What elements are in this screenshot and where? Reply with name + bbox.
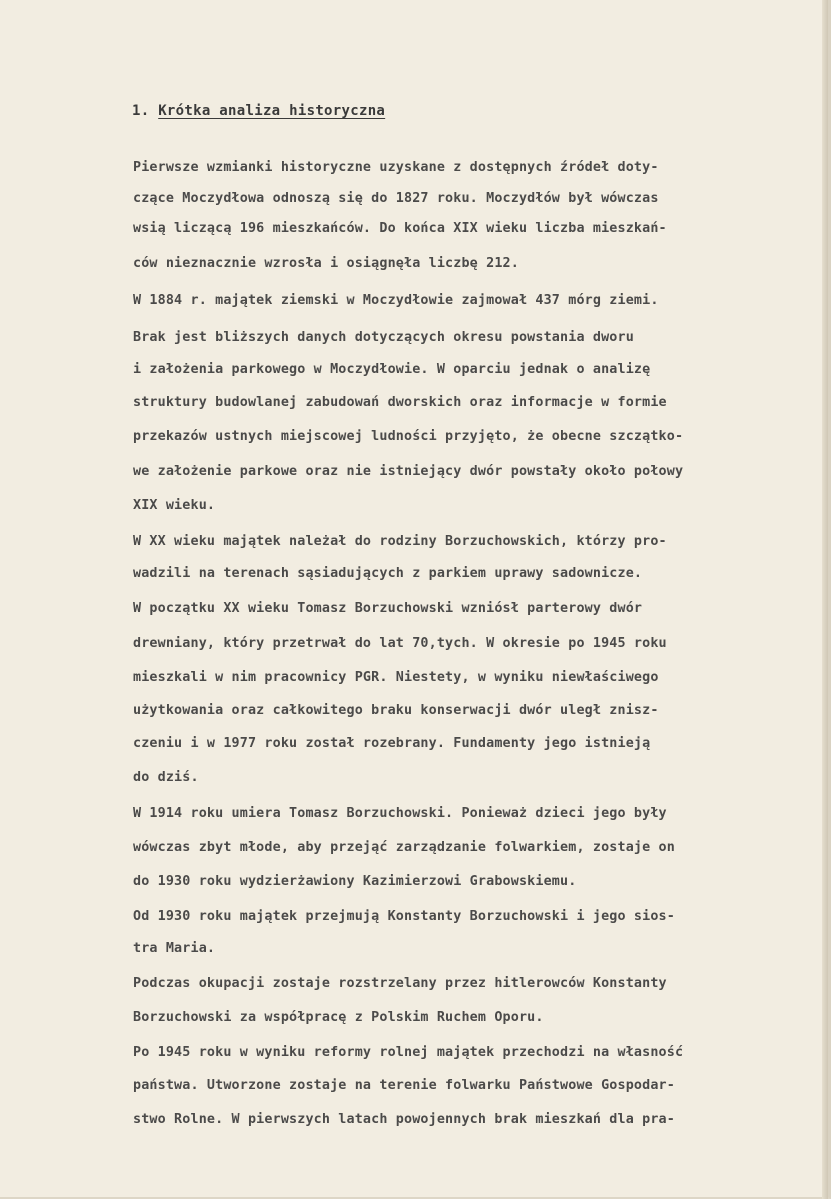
- text-line: do 1930 roku wydzierżawiony Kazimierzowi Grabowskiemu.: [133, 874, 577, 889]
- text-line: użytkowania oraz całkowitego braku konserwacji dwór uległ znisz-: [133, 703, 659, 718]
- text-line: ców nieznacznie wzrosła i osiągnęła liczbę 212.: [133, 256, 519, 271]
- text-line: czące Moczydłowa odnoszą się do 1827 roku. Moczydłów był wówczas: [133, 191, 659, 206]
- text-line: struktury budowlanej zabudowań dworskich oraz informacje w formie: [133, 395, 667, 410]
- text-line: mieszkali w nim pracownicy PGR. Niestety, w wyniku niewłaściwego: [133, 670, 659, 685]
- section-heading: [132, 103, 385, 119]
- text-line: W początku XX wieku Tomasz Borzuchowski wzniósł parterowy dwór: [133, 601, 643, 616]
- text-line: wadzili na terenach sąsiadujących z parkiem uprawy sadownicze.: [133, 566, 643, 581]
- text-line: W 1884 r. majątek ziemski w Moczydłowie zajmował 437 mórg ziemi.: [133, 293, 659, 308]
- page-edge-shadow: [822, 0, 828, 1199]
- text-line: stwo Rolne. W pierwszych latach powojennych brak mieszkań dla pra-: [133, 1112, 675, 1127]
- text-line: Od 1930 roku majątek przejmują Konstanty Borzuchowski i jego sios-: [133, 909, 675, 924]
- text-line: do dziś.: [133, 770, 199, 785]
- text-line: państwa. Utworzone zostaje na terenie folwarku Państwowe Gospodar-: [133, 1078, 675, 1093]
- text-line: Borzuchowski za współpracę z Polskim Ruchem Oporu.: [133, 1010, 544, 1025]
- text-line: Po 1945 roku w wyniku reformy rolnej majątek przechodzi na własność: [133, 1045, 684, 1060]
- text-line: i założenia parkowego w Moczydłowie. W oparciu jednak o analizę: [133, 362, 651, 377]
- text-line: Brak jest bliższych danych dotyczących okresu powstania dworu: [133, 330, 634, 345]
- text-line: W 1914 roku umiera Tomasz Borzuchowski. Ponieważ dzieci jego były: [133, 806, 667, 821]
- text-line: wsią liczącą 196 mieszkańców. Do końca XIX wieku liczba mieszkań-: [133, 221, 667, 236]
- section-title: Krótka analiza historyczna: [158, 103, 386, 119]
- text-line: przekazów ustnych miejscowej ludności przyjęto, że obecne szczątko-: [133, 429, 684, 444]
- text-line: Pierwsze wzmianki historyczne uzyskane z dostępnych źródeł doty-: [133, 160, 659, 175]
- text-line: czeniu i w 1977 roku został rozebrany. Fundamenty jego istnieją: [133, 736, 651, 751]
- text-line: we założenie parkowe oraz nie istniejący dwór powstały około połowy: [133, 464, 684, 479]
- text-line: XIX wieku.: [133, 498, 216, 513]
- section-number: 1.: [132, 103, 150, 119]
- text-line: Podczas okupacji zostaje rozstrzelany przez hitlerowców Konstanty: [133, 976, 667, 991]
- text-line: W XX wieku majątek należał do rodziny Borzuchowskich, którzy pro-: [133, 534, 667, 549]
- text-line: drewniany, który przetrwał do lat 70,tych. W okresie po 1945 roku: [133, 636, 667, 651]
- text-line: tra Maria.: [133, 941, 216, 956]
- text-line: wówczas zbyt młode, aby przejąć zarządzanie folwarkiem, zostaje on: [133, 840, 675, 855]
